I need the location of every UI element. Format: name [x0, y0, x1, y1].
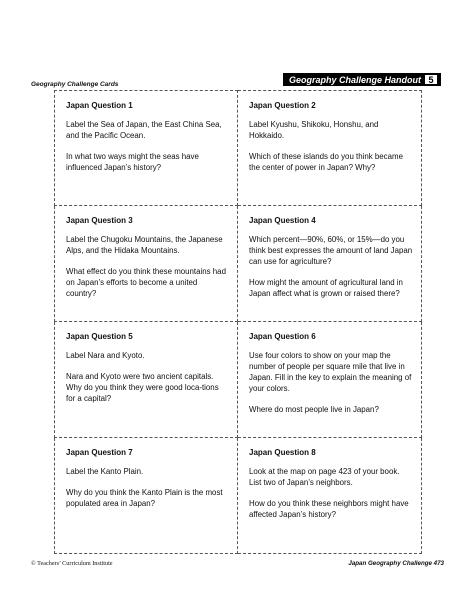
card-title: Japan Question 7 [66, 448, 133, 457]
card-title: Japan Question 2 [249, 101, 316, 110]
question-card-5 [54, 322, 238, 438]
card-instruction: Label Nara and Kyoto. [66, 351, 145, 361]
question-card-7 [54, 438, 238, 554]
card-question: Which of these islands do you think became the center of power in Japan? Why? [249, 152, 403, 172]
card-title: Japan Question 1 [66, 101, 133, 110]
question-cards-grid [54, 90, 422, 554]
card-instruction: Look at the map on page 423 of your book. List two of Japan’s neighbors. [249, 467, 400, 488]
card-question: How might the amount of agricultural land in Japan affect what is grown or raised there? [249, 277, 403, 298]
card-title: Japan Question 6 [249, 332, 316, 341]
card-question: In what two ways might the seas have influenced Japan’s history? [66, 152, 199, 172]
card-instruction: Use four colors to show on your map the number of people per square mile that live in Japan. Fill in the key to explain the meaning of your colors. [249, 351, 412, 393]
card-instruction: Label the Kanto Plain. [66, 467, 144, 477]
card-title: Japan Question 8 [249, 448, 316, 457]
question-card-8 [238, 438, 422, 554]
handout-banner [283, 73, 441, 86]
card-question: Where do most people live in Japan? [249, 404, 379, 414]
handout-title: Geography Challenge Handout [289, 74, 422, 85]
question-card-2 [238, 90, 422, 206]
card-title: Japan Question 3 [66, 216, 133, 225]
card-instruction: Which percent—90%, 60%, or 15%—do you think best expresses the amount of land Japan can use for agriculture? [249, 235, 413, 266]
handout-number: 5 [424, 74, 438, 85]
section-label: Geography Challenge Cards [31, 81, 119, 88]
question-card-6 [238, 322, 422, 438]
card-instruction: Label the Chugoku Mountains, the Japanese Alps, and the Hidaka Mountains. [66, 235, 223, 256]
question-card-4 [238, 206, 422, 322]
page-footer: Japan Geography Challenge 473 [348, 560, 444, 567]
card-question: Nara and Kyoto were two ancient capitals. Why do you think they were good loca-tions for a capital? [66, 372, 219, 403]
question-card-3 [54, 206, 238, 322]
card-title: Japan Question 5 [66, 332, 133, 341]
card-instruction: Label Kyushu, Shikoku, Honshu, and Hokkaido. [249, 120, 379, 141]
card-question: Why do you think the Kanto Plain is the most populated area in Japan? [66, 488, 223, 508]
question-card-1 [54, 90, 238, 206]
copyright-footer: © Teachers’ Curriculum Institute [31, 560, 113, 567]
card-question: How do you think these neighbors might have affected Japan’s history? [249, 499, 409, 519]
card-question: What effect do you think these mountains had on Japan’s efforts to become a united country? [66, 267, 226, 298]
card-title: Japan Question 4 [249, 216, 316, 225]
card-instruction: Label the Sea of Japan, the East China Sea, and the Pacific Ocean. [66, 120, 222, 141]
